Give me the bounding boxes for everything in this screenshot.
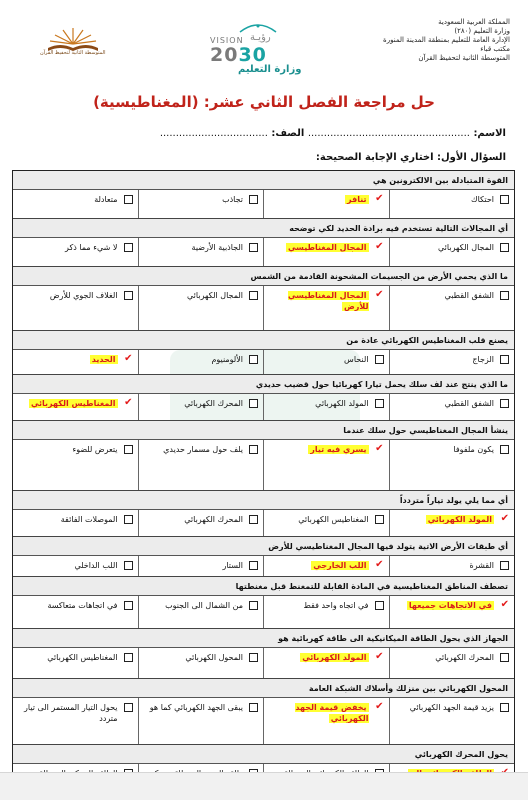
checkbox-icon[interactable] — [500, 195, 509, 204]
options-row — [13, 698, 514, 744]
option-label: المغناطيس الكهربائي — [30, 399, 116, 408]
checkbox-icon[interactable] — [500, 355, 509, 364]
checkmark-icon: ✔ — [124, 397, 133, 408]
question-text: المحول الكهربائي بين منزلك وأسلاك الشبكة العامة — [13, 679, 514, 698]
question-block — [13, 219, 514, 267]
correct-option[interactable] — [13, 394, 138, 420]
option-label: المحرك الكهربائي — [184, 515, 243, 524]
correct-option[interactable] — [263, 286, 389, 330]
checkbox-icon[interactable] — [500, 653, 509, 662]
option-label: الجاذبية الأرضية — [191, 243, 243, 252]
answer-option[interactable] — [389, 440, 515, 490]
correct-option[interactable] — [263, 648, 389, 678]
checkbox-icon[interactable] — [249, 195, 258, 204]
answer-option[interactable] — [389, 350, 515, 374]
question-text: الجهاز الذي يحول الطاقة الميكانيكية الى طاقة كهربائية هو — [13, 629, 514, 648]
answer-option[interactable] — [138, 440, 264, 490]
option-label: يسري فيه تيار — [310, 445, 367, 454]
answer-option[interactable] — [389, 286, 515, 330]
option-label: تجاذب — [222, 195, 243, 204]
vision-2030-logo — [210, 22, 305, 74]
option-label: المحرك الكهربائي — [435, 653, 494, 662]
ministry-line: وزارة التعليم (٢٨٠) — [454, 27, 510, 35]
answer-option[interactable] — [138, 394, 264, 420]
question-block — [13, 679, 514, 745]
options-row — [13, 596, 514, 628]
name-field[interactable]: ................................................... — [307, 128, 470, 139]
question-block — [13, 375, 514, 421]
checkbox-icon[interactable] — [124, 601, 133, 610]
checkbox-icon[interactable] — [249, 355, 258, 364]
ministry-line: مكتب قباء — [480, 45, 510, 53]
checkbox-icon[interactable] — [124, 445, 133, 454]
checkbox-icon[interactable] — [249, 243, 258, 252]
checkbox-icon[interactable] — [500, 243, 509, 252]
answer-option[interactable] — [138, 350, 264, 374]
answer-option[interactable] — [389, 190, 515, 218]
option-label: في اتجاه واحد فقط — [303, 601, 369, 610]
correct-option[interactable] — [263, 238, 389, 266]
school-logo — [28, 26, 118, 70]
option-label: المغناطيس الكهربائي — [47, 653, 118, 662]
answer-option[interactable] — [138, 596, 264, 628]
answer-option[interactable] — [263, 596, 389, 628]
question-text: أي المجالات التالية تستخدم فيه برادة الحديد لكي توضحه — [13, 219, 514, 238]
checkmark-icon: ✔ — [375, 651, 384, 662]
checkbox-icon[interactable] — [249, 291, 258, 300]
correct-option[interactable] — [13, 350, 138, 374]
question-text: ما الذي ينتج عند لف سلك يحمل تيارا كهربائيا حول قضيب حديدي — [13, 375, 514, 394]
checkmark-icon: ✔ — [375, 241, 384, 252]
option-label: اللب الداخلي — [74, 561, 118, 570]
answer-option[interactable] — [13, 440, 138, 490]
option-label: يلف حول مسمار حديدي — [163, 445, 243, 454]
question-text: ينشأ المجال المغناطيسي حول سلك عندما — [13, 421, 514, 440]
answer-option[interactable] — [138, 648, 264, 678]
correct-option[interactable] — [389, 510, 515, 536]
checkmark-icon: ✔ — [375, 701, 384, 712]
checkbox-icon[interactable] — [249, 601, 258, 610]
answer-option[interactable] — [389, 238, 515, 266]
checkbox-icon[interactable] — [124, 195, 133, 204]
answer-option[interactable] — [138, 286, 264, 330]
option-label: في الاتجاهات جميعها — [408, 601, 492, 610]
checkmark-icon: ✔ — [500, 513, 509, 524]
option-label: احتكاك — [470, 195, 494, 204]
checkbox-icon[interactable] — [249, 703, 258, 712]
checkbox-icon[interactable] — [249, 515, 258, 524]
options-row — [13, 350, 514, 374]
class-field[interactable]: .................................. — [159, 128, 268, 139]
question-block — [13, 577, 514, 629]
checkbox-icon[interactable] — [124, 291, 133, 300]
checkbox-icon[interactable] — [124, 703, 133, 712]
checkbox-icon[interactable] — [124, 561, 133, 570]
option-label: اللب الخارجي — [313, 561, 367, 570]
answer-option[interactable] — [13, 648, 138, 678]
options-row — [13, 440, 514, 490]
answer-option[interactable] — [138, 190, 264, 218]
option-label: يخفض قيمة الجهد الكهربائي — [295, 703, 369, 723]
option-label: يحول التيار المستمر الى تيار متردد — [24, 703, 118, 723]
option-label: يبقى الجهد الكهربائي كما هو — [149, 703, 243, 712]
class-label: الصف: — [271, 128, 305, 139]
correct-option[interactable] — [389, 596, 515, 628]
answer-option[interactable] — [13, 596, 138, 628]
option-label: المجال المغناطيسي للأرض — [287, 291, 369, 311]
vision-label: VISION — [210, 36, 244, 45]
option-label: المولد الكهربائي — [315, 399, 369, 408]
checkbox-icon[interactable] — [500, 445, 509, 454]
answer-option[interactable] — [389, 648, 515, 678]
option-label: في اتجاهات متعاكسة — [47, 601, 118, 610]
checkmark-icon: ✔ — [375, 193, 384, 204]
question-text: تصطف المناطق المغناطيسية في المادة القابلة للتمغنط قبل مغنطتها — [13, 577, 514, 596]
option-label: المجال المغناطيسي — [287, 243, 367, 252]
name-label: الاسم: — [473, 128, 506, 139]
answer-option[interactable] — [263, 510, 389, 536]
ministry-header — [335, 18, 510, 63]
question-text: أي طبقات الأرض الاتية يتولد فيها المجال المغناطيسي للأرض — [13, 537, 514, 556]
checkmark-icon: ✔ — [375, 289, 384, 300]
answer-option[interactable] — [389, 394, 515, 420]
option-label: المحول الكهربائي — [185, 653, 243, 662]
checkbox-icon[interactable] — [375, 399, 384, 408]
answer-option[interactable] — [138, 238, 264, 266]
checkbox-icon[interactable] — [500, 399, 509, 408]
option-label: النحاس — [344, 355, 369, 364]
question-text: ما الذي يحمي الأرض من الجسيمات المشحونة القادمة من الشمس — [13, 267, 514, 286]
checkmark-icon: ✔ — [124, 353, 133, 364]
correct-option[interactable] — [263, 698, 389, 744]
question-text: يحول المحرك الكهربائي — [13, 745, 514, 764]
ministry-line: المملكة العربية السعودية — [438, 18, 510, 26]
question-block — [13, 171, 514, 219]
option-label: المجال الكهربائي — [438, 243, 494, 252]
answer-option[interactable] — [138, 510, 264, 536]
answer-option[interactable] — [138, 556, 264, 576]
answer-option[interactable] — [138, 698, 264, 744]
question-block — [13, 537, 514, 577]
option-label: تنافر — [347, 195, 367, 204]
option-label: الغلاف الجوي للأرض — [49, 291, 118, 300]
option-label: لا شيء مما ذكر — [65, 243, 118, 252]
option-label: يزيد قيمة الجهد الكهربائي — [409, 703, 494, 712]
options-row — [13, 648, 514, 678]
checkbox-icon[interactable] — [249, 399, 258, 408]
question-text: أي مما يلي يولد تياراً متردداً — [13, 491, 514, 510]
option-label: الزجاج — [472, 355, 494, 364]
checkbox-icon[interactable] — [249, 561, 258, 570]
option-label: متعادلة — [94, 195, 118, 204]
ministry-line: الإدارة العامة للتعليم بمنطقة المدينة المنورة — [383, 36, 510, 44]
checkmark-icon: ✔ — [500, 599, 509, 610]
checkbox-icon[interactable] — [124, 243, 133, 252]
options-row — [13, 394, 514, 420]
option-label: المجال الكهربائي — [187, 291, 243, 300]
question-block — [13, 331, 514, 375]
answer-option[interactable] — [263, 394, 389, 420]
option-label: الحديد — [91, 355, 116, 364]
ministry-of-education-label: وزارة التعليم — [238, 64, 302, 75]
answer-option[interactable] — [263, 350, 389, 374]
options-row — [13, 190, 514, 218]
page-footer-band — [0, 772, 528, 800]
option-label: الشفق القطبي — [444, 291, 494, 300]
correct-option[interactable] — [263, 440, 389, 490]
correct-option[interactable] — [263, 556, 389, 576]
question-block — [13, 267, 514, 331]
ministry-line: المتوسطة الثانية لتحفيظ القرآن — [418, 54, 510, 62]
answer-option[interactable] — [13, 238, 138, 266]
checkbox-icon[interactable] — [375, 601, 384, 610]
option-label: القشرة — [469, 561, 494, 570]
question-block — [13, 491, 514, 537]
checkbox-icon[interactable] — [375, 515, 384, 524]
options-row — [13, 238, 514, 266]
checkbox-icon[interactable] — [500, 291, 509, 300]
option-label: يكون ملفوفا — [453, 445, 494, 454]
vision-arabic-label: رؤيـة — [250, 32, 271, 43]
option-label: المولد الكهربائي — [427, 515, 492, 524]
options-row — [13, 556, 514, 576]
option-label: يتعرض للضوء — [72, 445, 118, 454]
options-row — [13, 510, 514, 536]
question-text: القوة المتبادلة بين الالكترونين هي — [13, 171, 514, 190]
option-label: من الشمال الى الجنوب — [165, 601, 243, 610]
answer-option[interactable] — [13, 698, 138, 744]
answer-option[interactable] — [13, 510, 138, 536]
checkbox-icon[interactable] — [124, 515, 133, 524]
answer-option[interactable] — [13, 286, 138, 330]
option-label: المغناطيس الكهربائي — [298, 515, 369, 524]
checkbox-icon[interactable] — [249, 445, 258, 454]
checkbox-icon[interactable] — [124, 653, 133, 662]
checkbox-icon[interactable] — [375, 355, 384, 364]
option-label: الألومنيوم — [211, 355, 243, 364]
question-section-title: السؤال الأول: اختاري الإجابة الصحيحة: — [315, 152, 506, 163]
options-row — [13, 286, 514, 330]
checkmark-icon: ✔ — [375, 559, 384, 570]
option-label: المحرك الكهربائي — [184, 399, 243, 408]
checkmark-icon: ✔ — [375, 443, 384, 454]
option-label: الموصلات الفائقة — [60, 515, 118, 524]
answer-option[interactable] — [389, 556, 515, 576]
checkbox-icon[interactable] — [500, 703, 509, 712]
answer-option[interactable] — [13, 190, 138, 218]
student-info-line — [16, 128, 506, 139]
open-book-sunrise-icon — [28, 26, 118, 52]
answer-option[interactable] — [13, 556, 138, 576]
question-text: يصنع قلب المغناطيس الكهربائي عادة من — [13, 331, 514, 350]
option-label: الستار — [222, 561, 243, 570]
question-block — [13, 629, 514, 679]
question-block — [13, 421, 514, 491]
questions-table — [12, 170, 515, 800]
correct-option[interactable] — [263, 190, 389, 218]
option-label: المولد الكهربائي — [302, 653, 367, 662]
checkbox-icon[interactable] — [500, 561, 509, 570]
checkbox-icon[interactable] — [249, 653, 258, 662]
school-logo-caption: المتوسطة الثانية لتحفيظ القرآن — [40, 50, 106, 56]
answer-option[interactable] — [389, 698, 515, 744]
page-title: حل مراجعة الفصل الثاني عشر: (المغناطيسية) — [93, 93, 435, 111]
vision-year: 2030 — [210, 44, 267, 66]
option-label: الشفق القطبي — [444, 399, 494, 408]
